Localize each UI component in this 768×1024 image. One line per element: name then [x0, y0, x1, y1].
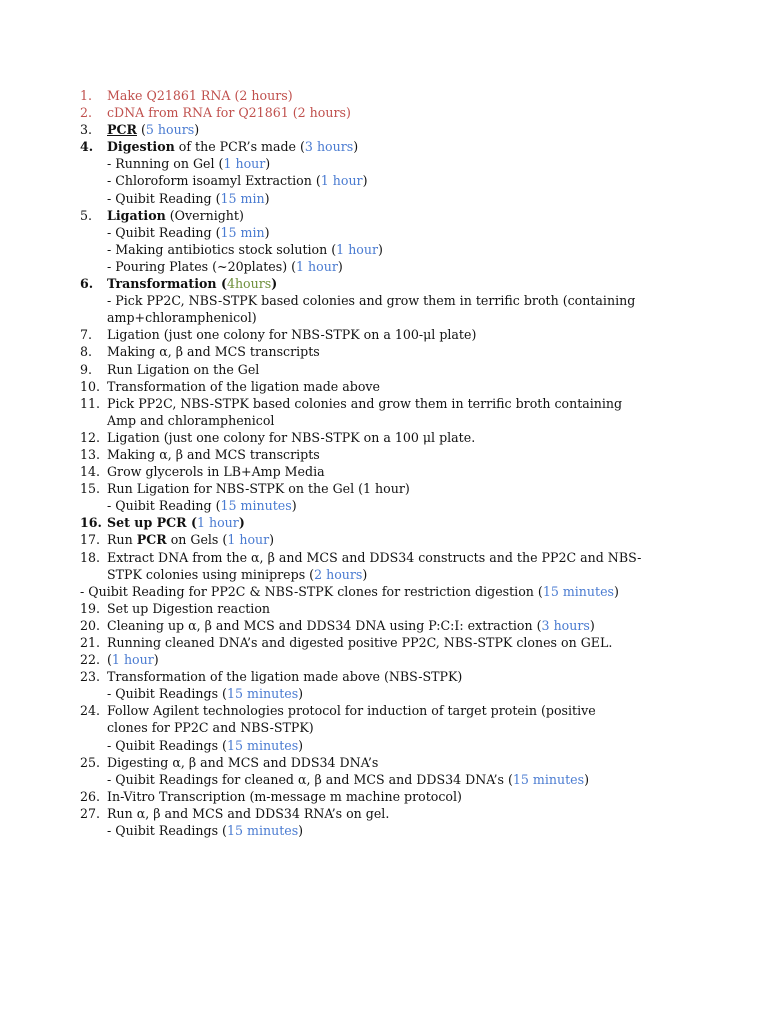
list-subitem — [0, 771, 768, 788]
text-segment: Digesting α, β and MCS and DDS34 DNA’s — [107, 754, 379, 770]
text-segment: - Quibit Reading ( — [107, 190, 221, 206]
duration-text: 15 minutes — [226, 737, 299, 753]
duration-text: 3 hours — [541, 617, 590, 633]
list-subitem — [0, 566, 768, 583]
item-text — [107, 514, 245, 531]
item-number: 26. — [80, 788, 101, 804]
list-subitem — [0, 224, 768, 241]
item-text — [107, 788, 462, 805]
list-subitem — [0, 241, 768, 258]
item-text — [80, 583, 619, 600]
text-segment: Grow glycerols in LB+Amp Media — [107, 464, 325, 480]
list-item — [0, 361, 768, 378]
item-text — [107, 190, 270, 207]
item-number: 7. — [80, 327, 93, 343]
list-item — [0, 788, 768, 805]
list-item — [0, 514, 768, 531]
text-segment: - Pick PP2C, NBS-STPK based colonies and grow them in terrific broth (containing — [107, 293, 636, 309]
item-number: 8. — [80, 344, 93, 360]
text-segment: Ligation — [107, 207, 166, 223]
text-segment: - Quibit Readings ( — [107, 823, 227, 839]
text-segment: ) — [584, 771, 590, 787]
item-number: 3. — [80, 122, 93, 138]
text-segment: Transformation of the ligation made above — [107, 378, 380, 394]
text-segment: ) — [353, 139, 359, 155]
text-segment: - Running on Gel ( — [107, 156, 224, 172]
text-segment: Follow Agilent technologies protocol for induction of target protein (positive — [107, 703, 596, 719]
text-segment: Make Q21861 RNA (2 hours) — [107, 88, 293, 103]
item-text — [107, 258, 343, 275]
duration-text: 15 minutes — [542, 583, 615, 599]
item-text — [107, 207, 244, 224]
text-segment: - Quibit Reading ( — [107, 498, 221, 514]
item-number: 23. — [80, 669, 101, 685]
text-segment: ( — [186, 515, 197, 531]
item-text — [107, 292, 635, 309]
text-segment: on Gels ( — [166, 532, 228, 548]
item-number: 4. — [80, 139, 94, 155]
text-segment: - Quibit Readings ( — [107, 686, 227, 702]
text-segment: ) — [264, 224, 270, 240]
duration-text: 15 minutes — [226, 686, 299, 702]
item-number: 13. — [80, 446, 101, 462]
list-item — [0, 138, 768, 155]
text-segment: Making α, β and MCS transcripts — [107, 344, 320, 360]
list-item — [0, 104, 768, 121]
text-segment: Cleaning up α, β and MCS and DDS34 DNA using P:C:I: extraction ( — [107, 617, 542, 633]
duration-text: 1 hour — [227, 532, 270, 548]
item-number: 21. — [80, 635, 101, 650]
list-item — [0, 87, 768, 104]
item-text — [107, 241, 383, 258]
text-segment: - Chloroform isoamyl Extraction ( — [107, 173, 321, 189]
list-subitem — [0, 497, 768, 514]
text-segment: PCR — [156, 515, 187, 531]
item-text — [107, 429, 475, 446]
list-item — [0, 480, 768, 497]
list-item — [0, 463, 768, 480]
duration-text: 1 hour — [296, 258, 338, 274]
item-text — [107, 497, 297, 514]
item-text — [107, 566, 367, 583]
list-subitem — [0, 155, 768, 172]
list-item — [0, 634, 768, 651]
item-text — [107, 771, 589, 788]
text-segment: Run Ligation on the Gel — [107, 361, 260, 377]
item-text — [107, 754, 378, 771]
text-segment: ) — [298, 686, 304, 702]
list-item — [0, 121, 768, 138]
item-text — [107, 480, 410, 497]
text-segment: ) — [337, 258, 343, 274]
list-item — [0, 549, 768, 566]
duration-text: 4hours — [226, 276, 272, 292]
item-number: 9. — [80, 361, 93, 377]
text-segment: Amp and chloramphenicol — [107, 412, 275, 428]
text-segment: Making α, β and MCS transcripts — [107, 446, 320, 462]
text-segment: ( — [107, 652, 112, 668]
list-item — [0, 275, 768, 292]
text-segment: ) — [362, 566, 368, 582]
item-text — [107, 531, 274, 548]
text-segment: ) — [589, 617, 595, 633]
text-segment: - Quibit Readings for cleaned α, β and MCS and DDS34 DNA’s ( — [107, 771, 513, 787]
list-item — [0, 446, 768, 463]
text-segment: - Quibit Reading ( — [107, 224, 221, 240]
item-text — [107, 600, 270, 617]
list-subitem — [0, 292, 768, 309]
text-segment: Transformation ( — [107, 276, 227, 292]
text-segment: STPK colonies using minipreps ( — [107, 566, 315, 582]
item-text — [107, 651, 159, 668]
text-segment: Ligation (just one colony for NBS-STPK on a 100 μl plate. — [107, 429, 476, 445]
text-segment: Set up — [107, 515, 157, 531]
item-text — [107, 685, 303, 702]
item-text — [107, 463, 325, 480]
list-item — [0, 378, 768, 395]
text-segment: Run Ligation for NBS-STPK on the Gel (1 hour) — [107, 481, 410, 497]
text-segment: Run α, β and MCS and DDS34 RNA’s on gel. — [107, 805, 390, 821]
text-segment: ) — [378, 241, 383, 257]
text-segment: Set up Digestion reaction — [107, 600, 271, 616]
text-segment: clones for PP2C and NBS-STPK) — [107, 720, 314, 736]
item-number: 15. — [80, 481, 101, 497]
list-subitem — [0, 258, 768, 275]
item-text — [107, 617, 595, 634]
text-segment: ) — [153, 652, 159, 668]
item-number: 14. — [80, 464, 101, 480]
list-subitem — [0, 685, 768, 702]
duration-text: 15 minutes — [512, 771, 585, 787]
text-segment: ) — [271, 276, 278, 292]
text-segment: ) — [291, 498, 297, 514]
list-item — [0, 531, 768, 548]
text-segment: Digestion — [107, 139, 175, 155]
text-segment: ( — [136, 122, 146, 138]
list-subitem — [0, 190, 768, 207]
item-number: 20. — [80, 617, 101, 633]
list-item — [0, 600, 768, 617]
duration-text: 3 hours — [304, 139, 354, 155]
list-item — [0, 651, 768, 668]
text-segment: ) — [264, 190, 270, 206]
list-subitem — [0, 583, 768, 600]
list-subitem — [0, 737, 768, 754]
item-text — [107, 361, 259, 378]
item-number: 22. — [80, 652, 101, 668]
text-segment: ) — [238, 515, 245, 531]
text-segment: amp+chloramphenicol) — [107, 310, 257, 326]
item-text — [107, 155, 270, 172]
duration-text: 1 hour — [320, 173, 363, 189]
text-segment: Run — [107, 532, 137, 548]
item-number: 2. — [80, 105, 93, 121]
item-number: 6. — [80, 276, 94, 292]
item-text — [107, 668, 462, 685]
text-segment: ) — [614, 583, 619, 599]
text-segment: ) — [269, 532, 275, 548]
list-item — [0, 343, 768, 360]
text-segment: Pick PP2C, NBS-STPK based colonies and grow them in terrific broth containing — [107, 395, 623, 411]
item-text — [107, 395, 622, 412]
item-text — [107, 719, 314, 736]
text-segment: - Making antibiotics stock solution ( — [107, 241, 337, 257]
item-number: 16. — [80, 515, 102, 531]
duration-text: 1 hour — [336, 241, 379, 257]
text-segment: In-Vitro Transcription (m-message m machine protocol) — [107, 788, 462, 804]
item-text — [107, 104, 351, 121]
text-segment: Extract DNA from the α, β and MCS and DDS34 constructs and the PP2C and NBS- — [107, 549, 642, 565]
list-item — [0, 668, 768, 685]
list-item — [0, 617, 768, 634]
list-item — [0, 702, 768, 719]
item-text — [107, 634, 612, 651]
item-text — [107, 309, 257, 326]
text-segment: PCR — [107, 122, 137, 138]
text-segment: ) — [265, 156, 271, 172]
duration-text: 5 hours — [145, 122, 195, 138]
text-segment: of the PCR’s made ( — [174, 139, 305, 155]
duration-text: 1 hour — [196, 515, 239, 531]
item-text — [107, 275, 277, 292]
list-subitem — [0, 309, 768, 326]
item-text — [107, 87, 293, 104]
item-text — [107, 378, 380, 395]
item-text — [107, 326, 476, 343]
text-segment: Running cleaned DNA’s and digested positive PP2C, NBS-STPK clones on GEL. — [107, 635, 613, 650]
list-subitem — [0, 412, 768, 429]
item-text — [107, 822, 303, 839]
item-number: 27. — [80, 805, 101, 821]
item-text — [107, 549, 641, 566]
text-segment: (Overnight) — [165, 207, 244, 223]
protocol-list — [0, 87, 768, 839]
text-segment: PCR — [136, 532, 167, 548]
item-text — [107, 121, 199, 138]
item-number: 25. — [80, 754, 101, 770]
list-item — [0, 754, 768, 771]
item-number: 24. — [80, 703, 101, 719]
list-item — [0, 805, 768, 822]
item-text — [107, 737, 303, 754]
duration-text: 2 hours — [314, 566, 363, 582]
text-segment: ) — [298, 737, 304, 753]
item-text — [107, 446, 320, 463]
text-segment: Ligation (just one colony for NBS-STPK on a 100-μl plate) — [107, 327, 477, 343]
list-item — [0, 326, 768, 343]
text-segment: cDNA from RNA for Q21861 (2 hours) — [107, 105, 351, 121]
item-number: 11. — [80, 395, 101, 411]
item-number: 10. — [80, 378, 101, 394]
item-number: 5. — [80, 207, 93, 223]
text-segment: ) — [362, 173, 368, 189]
list-subitem — [0, 172, 768, 189]
list-subitem — [0, 719, 768, 736]
list-item — [0, 207, 768, 224]
text-segment: ) — [298, 823, 304, 839]
text-segment: Transformation of the ligation made above (NBS-STPK) — [107, 669, 463, 685]
item-number: 1. — [80, 88, 93, 103]
item-text — [107, 138, 358, 155]
text-segment: - Pouring Plates (~20plates) ( — [107, 258, 297, 274]
item-text — [107, 224, 270, 241]
duration-text: 15 min — [220, 190, 265, 206]
text-segment: - Quibit Readings ( — [107, 737, 227, 753]
list-subitem — [0, 822, 768, 839]
duration-text: 15 min — [220, 224, 265, 240]
item-text — [107, 805, 389, 822]
list-item — [0, 395, 768, 412]
item-text — [107, 702, 596, 719]
item-number: 17. — [80, 532, 101, 548]
list-item — [0, 429, 768, 446]
text-segment: - Quibit Reading for PP2C & NBS-STPK clones for restriction digestion ( — [80, 583, 543, 599]
duration-text: 15 minutes — [226, 823, 299, 839]
item-text — [107, 172, 368, 189]
duration-text: 1 hour — [111, 652, 154, 668]
item-text — [107, 343, 320, 360]
item-text — [107, 412, 274, 429]
duration-text: 15 minutes — [220, 498, 292, 514]
item-number: 18. — [80, 549, 101, 565]
item-number: 19. — [80, 600, 101, 616]
text-segment: ) — [194, 122, 200, 138]
duration-text: 1 hour — [223, 156, 266, 172]
item-number: 12. — [80, 429, 101, 445]
